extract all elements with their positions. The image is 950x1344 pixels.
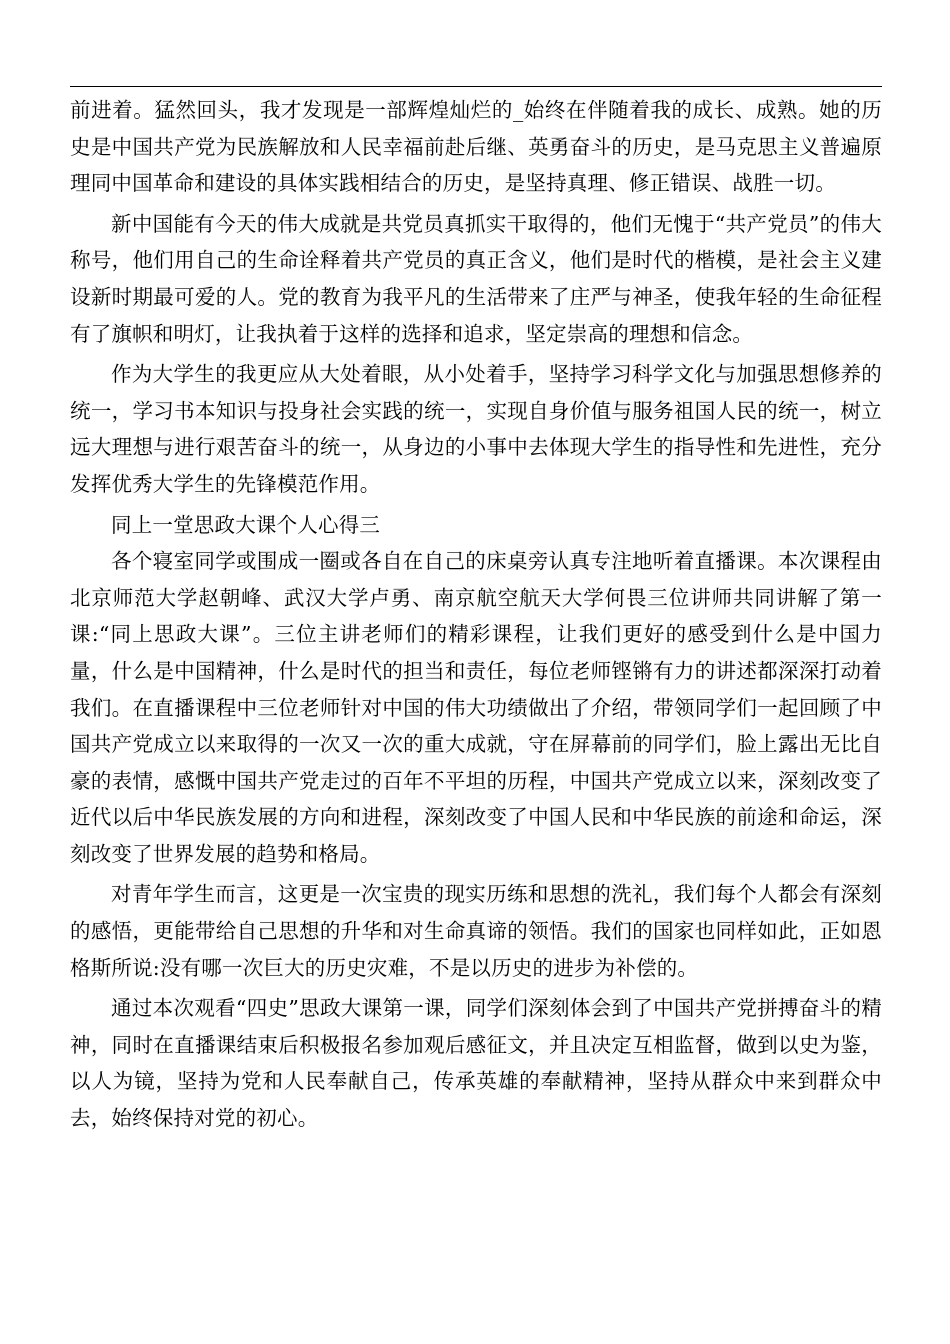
document-body	[70, 92, 882, 1137]
paragraph-youth: 对青年学生而言，这更是一次宝贵的现实历练和思想的洗礼，我们每个人都会有深刻的感悟，更能带给自己思想的升华和对生命真谛的领悟。我们的国家也同样如此，正如恩格斯所说:没有哪一次巨大的历史灾难，不是以历史的进步为补偿的。	[70, 882, 882, 980]
header-divider	[70, 86, 882, 87]
paragraph-conclusion: 通过本次观看“四史”思政大课第一课，同学们深刻体会到了中国共产党拼搏奋斗的精神，同时在直播课结束后积极报名参加观后感征文，并且决定互相监督，做到以史为鉴，以人为镜，坚持为党和人民奉献自己，传承英雄的奉献精神，坚持从群众中来到群众中去，始终保持对党的初心。	[70, 996, 882, 1131]
section-heading: 同上一堂思政大课个人心得三	[111, 512, 381, 537]
paragraph-student-duty: 作为大学生的我更应从大处着眼，从小处着手，坚持学习科学文化与加强思想修养的统一，学习书本知识与投身社会实践的统一，实现自身价值与服务祖国人民的统一，树立远大理想与进行艰苦奋斗的统一，从身边的小事中去体现大学生的指导性和先进性，充分发挥优秀大学生的先锋模范作用。	[70, 362, 882, 496]
paragraph-party-members: 新中国能有今天的伟大成就是共党员真抓实干取得的，他们无愧于“共产党员”的伟大称号，他们用自己的生命诠释着共产党员的真正含义，他们是时代的楷模，是社会主义建设新时期最可爱的人。党的教育为我平凡的生活带来了庄严与神圣，使我年轻的生命征程有了旗帜和明灯，让我执着于这样的选择和追求，坚定崇高的理想和信念。	[70, 211, 882, 346]
paragraph-live-course: 各个寝室同学或围成一圈或各自在自己的床桌旁认真专注地听着直播课。本次课程由北京师范大学赵朝峰、武汉大学卢勇、南京航空航天大学何畏三位讲师共同讲解了第一课:“同上思政大课”。三位主讲老师们的精彩课程，让我们更好的感受到什么是中国力量，什么是中国精神，什么是时代的担当和责任，每位老师铿锵有力的讲述都深深打动着我们。在直播课程中三位老师针对中国的伟大功绩做出了介绍，带领同学们一起回顾了中国共产党成立以来取得的一次又一次的重大成就，守在屏幕前的同学们，脸上露出无比自豪的表情，感慨中国共产党走过的百年不平坦的历程，中国共产党成立以来，深刻改变了近代以后中华民族发展的方向和进程，深刻改变了中国人民和中华民族的前途和命运，深刻改变了世界发展的趋势和格局。	[70, 549, 882, 866]
document-page	[70, 0, 882, 1344]
paragraph-continuation: 前进着。猛然回头，我才发现是一部辉煌灿烂的_始终在伴随着我的成长、成熟。她的历史是中国共产党为民族解放和人民幸福前赴后继、英勇奋斗的历史，是马克思主义普遍原理同中国革命和建设的具体实践相结合的历史，是坚持真理、修正错误、战胜一切。	[70, 98, 882, 196]
